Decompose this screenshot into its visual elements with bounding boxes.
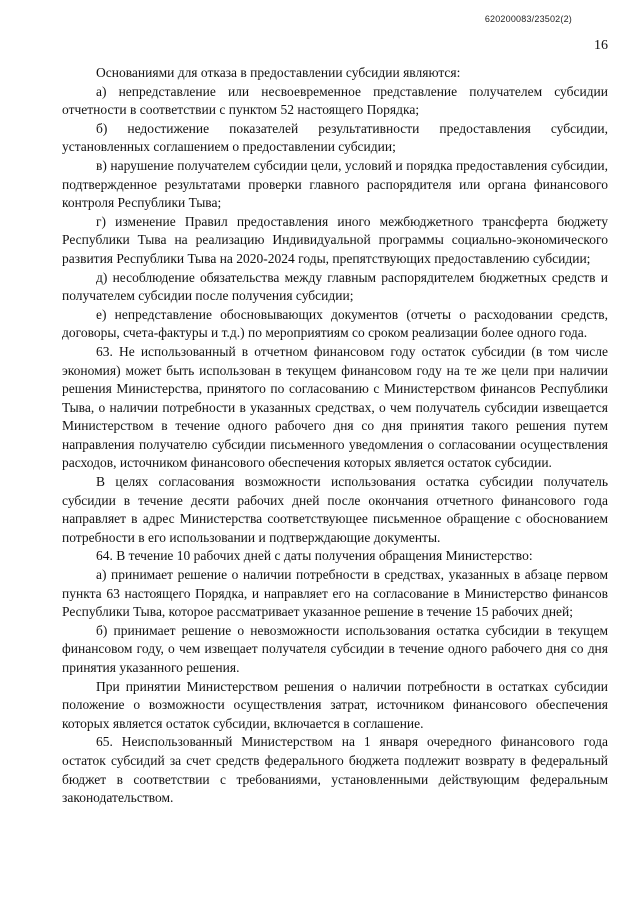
paragraph-clause-63: 63. Не использованный в отчетном финансовом году остаток субсидии (в том числе экономия) может быть использован в текущем финансовом году на те же цели при наличии решения Министерства, принятого по согласованию с Министерством финансов Республики Тыва, о наличии потребности в указанных средствах, о чем получатель субсидии извещается Министерством в течение одного рабочего дня со дня принятия такого решения путем направления получателю субсидии письменного уведомления о согласовании осуществления расходов, источником финансового обеспечения которых является остаток субсидии. bbox=[62, 343, 608, 471]
paragraph-refusal-grounds: Основаниями для отказа в предоставлении субсидии являются: bbox=[96, 65, 461, 80]
paragraph-clause-64-item-a: а) принимает решение о наличии потребности в средствах, указанных в абзаце первом пункта 63 настоящего Порядка, и направляет его на согласование в Министерство финансов Республики Тыва, которое рассматривает указанное решение в течение 15 рабочих дней; bbox=[62, 567, 608, 620]
paragraph-clause-64-agreement: При принятии Министерством решения о наличии потребности в остатках субсидии положение о возможности осуществления затрат, источником финансового обеспечения которых является остаток субсидии, включается в соглашение. bbox=[62, 678, 608, 731]
document-code: 620200083/23502(2) bbox=[484, 14, 572, 24]
paragraph-clause-65: 65. Неиспользованный Министерством на 1 января очередного финансового года остаток субсидий за счет средств федерального бюджета подлежит возврату в федеральный бюджет в соответствии с требованиями, установленными действующим федеральным законодательством. bbox=[62, 734, 608, 806]
paragraph-item-e: е) непредставление обосновывающих документов (отчеты о расходовании средств, договоры, счета-фактуры и т.д.) по мероприятиям со сроком реализации более одного года. bbox=[62, 306, 608, 341]
paragraph-item-v: в) нарушение получателем субсидии цели, условий и порядка предоставления субсидии, подтвержденное результатами проверки главного распорядителя или органа финансового контроля Республики Тыва; bbox=[62, 157, 608, 211]
paragraph-item-a: а) непредставление или несвоевременное представление получателем субсидии отчетности в соответствии с пунктом 52 настоящего Порядка; bbox=[62, 83, 608, 118]
paragraph-item-b: б) недостижение показателей результативности предоставления субсидии, установленных соглашением о предоставлении субсидии; bbox=[62, 120, 608, 155]
paragraph-clause-64: 64. В течение 10 рабочих дней с даты получения обращения Министерство: bbox=[96, 548, 533, 564]
paragraph-clause-63-approval: В целях согласования возможности использования остатка субсидии получатель субсидии в течение десяти рабочих дней после окончания отчетного финансового года направляет в адрес Министерства соответствующее письменное обращение с обоснованием потребности в его использовании и подтверждающие документы. bbox=[62, 474, 608, 545]
paragraph-clause-64-item-b: б) принимает решение о невозможности использования остатка субсидии в текущем финансовом году, о чем извещает получателя субсидии в течение одного рабочего дня со дня принятия указанного решения. bbox=[62, 622, 608, 675]
page-number: 16 bbox=[594, 38, 608, 53]
paragraph-item-d: д) несоблюдение обязательства между главным распорядителем бюджетных средств и получателем субсидии после получения субсидии; bbox=[62, 269, 608, 304]
document-body bbox=[62, 64, 608, 808]
paragraph-item-g: г) изменение Правил предоставления иного межбюджетного трансферта бюджету Республики Тыва на реализацию Индивидуальной программы социально-экономического развития Республики Тыва на 2020-2024 годы, препятствующих предоставлению субсидии; bbox=[62, 213, 608, 266]
